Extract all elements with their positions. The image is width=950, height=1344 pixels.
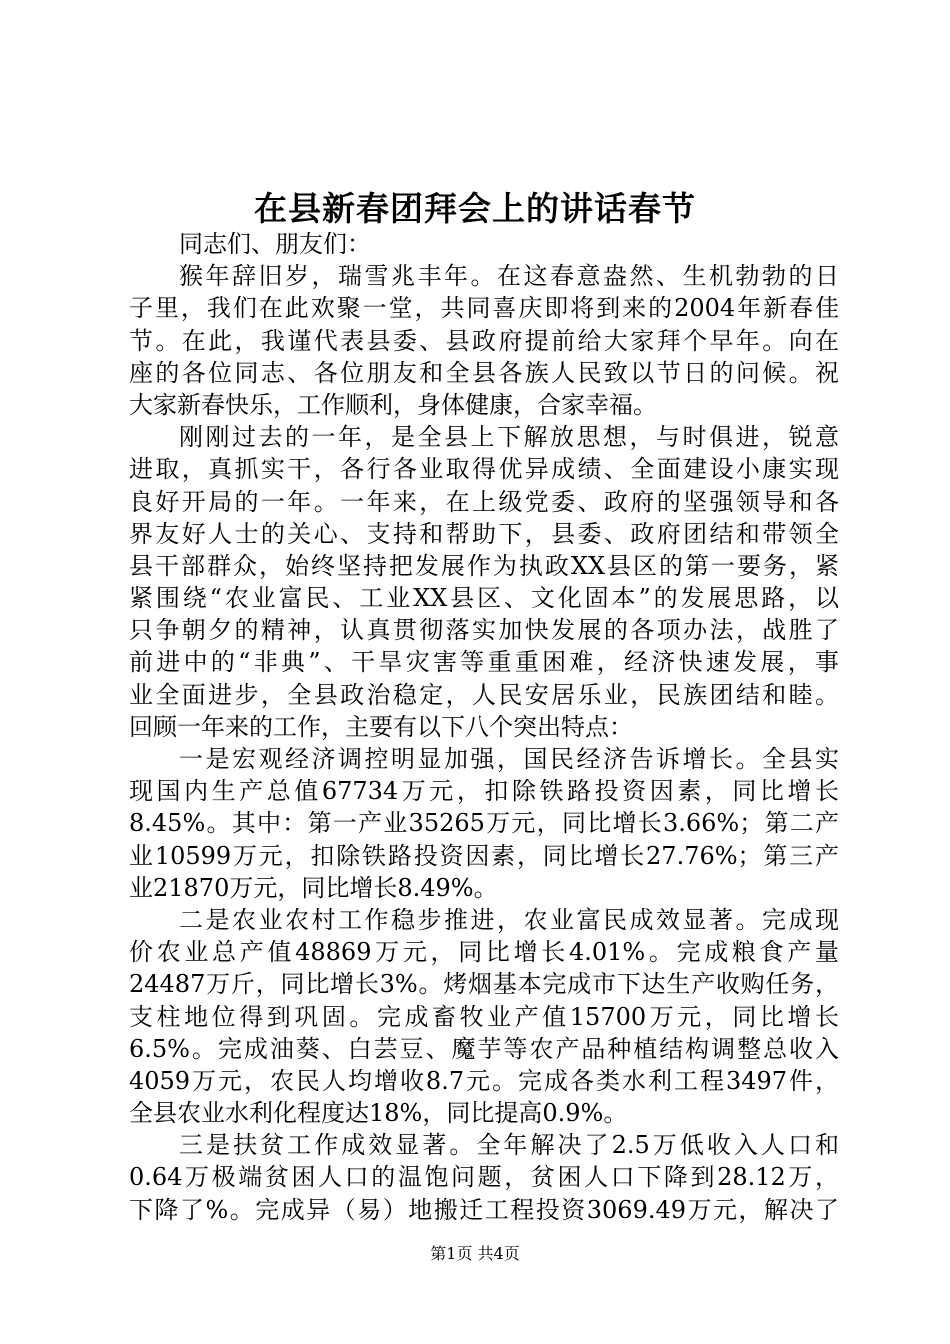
text-line: 同志们、朋友们： bbox=[179, 230, 371, 258]
text-line: 进取，真抓实干，各行各业取得优异成绩、全面建设小康实现 bbox=[129, 455, 839, 484]
text-line: 业全面进步，全县政治稳定，人民安居乐业，民族团结和睦。 bbox=[129, 680, 839, 709]
text-line: 界友好人士的关心、支持和帮助下，县委、政府团结和带领全 bbox=[129, 519, 839, 548]
text-line: 0.64万极端贫困人口的温饱问题，贫困人口下降到28.12万， bbox=[129, 1163, 839, 1192]
text-line: 一是宏观经济调控明显加强，国民经济告诉增长。全县实 bbox=[179, 745, 839, 773]
text-line: 回顾一年来的工作，主要有以下八个突出特点： bbox=[129, 712, 633, 741]
text-line: 24487万斤，同比增长3%。烤烟基本完成市下达生产收购任务， bbox=[129, 970, 839, 999]
document-title: 在县新春团拜会上的讲话春节 bbox=[254, 189, 696, 228]
text-line: 猴年辞旧岁，瑞雪兆丰年。在这春意盎然、生机勃勃的日 bbox=[179, 262, 839, 291]
text-line: 大家新春快乐，工作顺利，身体健康，合家幸福。 bbox=[129, 390, 657, 419]
text-line: 三是扶贫工作成效显著。全年解决了2.5万低收入人口和 bbox=[179, 1131, 839, 1160]
text-line: 4059万元，农民人均增收8.7元。完成各类水利工程3497件， bbox=[129, 1066, 839, 1095]
text-line: 二是农业农村工作稳步推进，农业富民成效显著。完成现 bbox=[179, 905, 839, 934]
text-line: 支柱地位得到巩固。完成畜牧业产值15700万元，同比增长 bbox=[129, 1002, 839, 1031]
text-line: 刚刚过去的一年，是全县上下解放思想，与时俱进，锐意 bbox=[179, 423, 839, 452]
text-line: 只争朝夕的精神，认真贯彻落实加快发展的各项办法，战胜了 bbox=[129, 616, 839, 645]
text-line: 子里，我们在此欢聚一堂，共同喜庆即将到来的2004年新春佳 bbox=[129, 294, 839, 323]
text-line: 业21870万元，同比增长8.49%。 bbox=[129, 873, 498, 902]
text-line: 县干部群众，始终坚持把发展作为执政XX县区的第一要务，紧 bbox=[129, 551, 839, 580]
text-line: 6.5%。完成油葵、白芸豆、魔芋等农产品种植结构调整总收入 bbox=[129, 1034, 839, 1063]
document-body bbox=[129, 228, 839, 1226]
text-line: 座的各位同志、各位朋友和全县各族人民致以节日的问候。祝 bbox=[129, 358, 839, 387]
text-line: 8.45%。其中：第一产业35265万元，同比增长3.66%；第二产 bbox=[129, 809, 839, 838]
text-line: 业10599万元，扣除铁路投资因素，同比增长27.76%；第三产 bbox=[129, 841, 839, 870]
text-line: 现国内生产总值67734万元，扣除铁路投资因素，同比增长 bbox=[129, 777, 839, 806]
text-line: 良好开局的一年。一年来，在上级党委、政府的坚强领导和各 bbox=[129, 487, 839, 516]
text-line: 下降了%。完成异（易）地搬迁工程投资3069.49万元，解决了 bbox=[129, 1195, 839, 1224]
text-line: 全县农业水利化程度达18%，同比提高0.9%。 bbox=[129, 1099, 628, 1128]
text-line: 紧围绕“农业富民、工业XX县区、文化固本”的发展思路，以 bbox=[129, 584, 839, 613]
page-footer: 第1页 共4页 bbox=[430, 1244, 520, 1263]
text-line: 节。在此，我谨代表县委、县政府提前给大家拜个早年。向在 bbox=[129, 326, 839, 355]
text-line: 价农业总产值48869万元，同比增长4.01%。完成粮食产量 bbox=[129, 938, 839, 967]
text-line: 前进中的“非典”、干旱灾害等重重困难，经济快速发展，事 bbox=[129, 648, 839, 677]
